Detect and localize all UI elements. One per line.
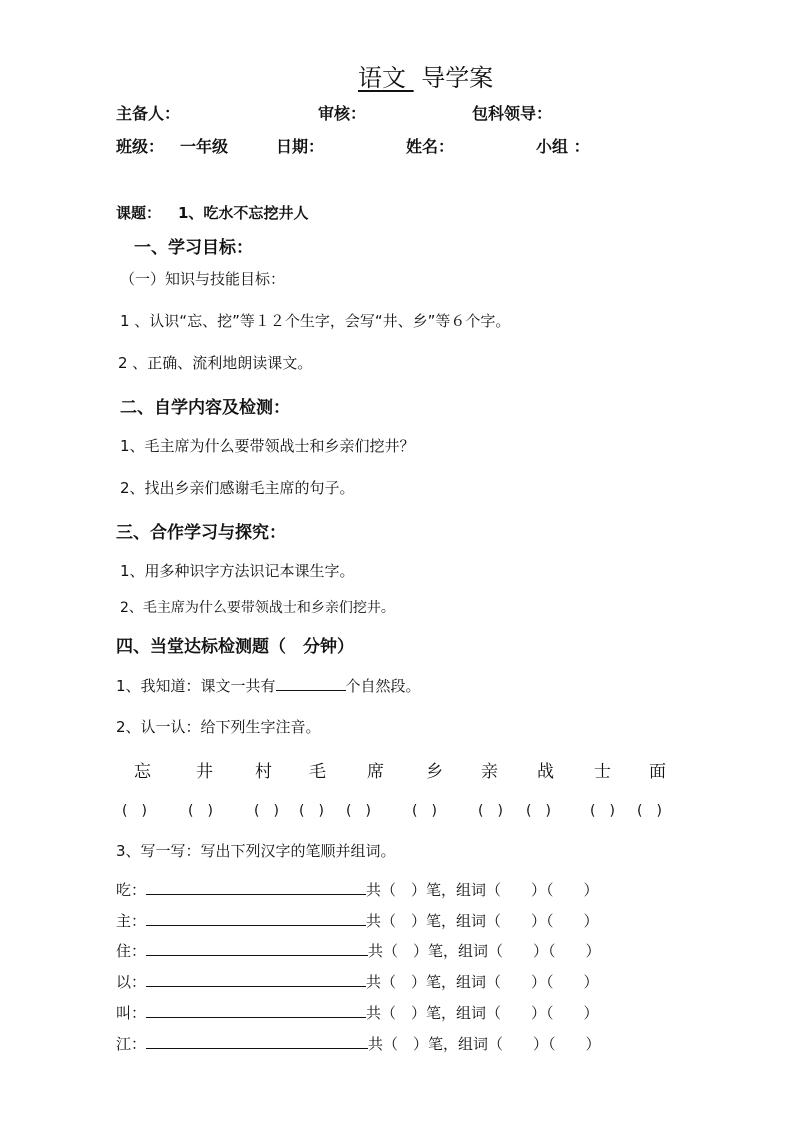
list-item: 2 、正确、流利地朗读课文。	[118, 354, 313, 372]
question-1-tail: 个自然段。	[345, 677, 421, 695]
name-label: 姓名：	[406, 137, 455, 156]
char: 战	[537, 762, 554, 782]
date-label: 日期：	[276, 137, 325, 156]
stroke-blank[interactable]	[146, 972, 366, 987]
char: 士	[594, 762, 611, 782]
stroke-blank[interactable]	[146, 880, 366, 895]
section-heading: 二、自学内容及检测：	[120, 398, 290, 418]
section-heading: 四、当堂达标检测题（ 分钟）	[116, 637, 354, 657]
stroke-row	[116, 1033, 601, 1054]
pinyin-row	[0, 800, 794, 822]
class-value: 一年级	[180, 137, 229, 156]
stroke-tail: 共（ ）笔，组词（ ）（ ）	[368, 942, 601, 960]
char: 亲	[481, 762, 498, 782]
lesson-label: 课题：	[116, 204, 162, 222]
stroke-row	[116, 940, 601, 961]
stroke-char: 江：	[116, 1035, 147, 1053]
pinyin-blank[interactable]: ( )	[637, 803, 662, 819]
stroke-blank[interactable]	[146, 911, 366, 926]
section-subheading: （一）知识与技能目标：	[120, 270, 286, 288]
stroke-char: 以：	[116, 973, 147, 991]
list-item: 1、用多种识字方法识记本课生字。	[120, 562, 355, 580]
stroke-row	[116, 910, 599, 931]
stroke-tail: 共（ ）笔，组词（ ）（ ）	[366, 912, 599, 930]
stroke-tail: 共（ ）笔，组词（ ）（ ）	[368, 1035, 601, 1053]
section-heading: 一、学习目标：	[134, 238, 253, 258]
char: 忘	[134, 762, 151, 782]
title-subject: 语文	[358, 64, 406, 92]
char: 乡	[426, 762, 443, 782]
stroke-tail: 共（ ）笔，组词（ ）（ ）	[366, 1004, 599, 1022]
stroke-char: 主：	[116, 912, 147, 930]
lesson-title: 1、吃水不忘挖井人	[178, 204, 309, 222]
char: 面	[649, 762, 666, 782]
list-item: 1 、认识“忘、挖”等１２个生字，会写“井、乡”等６个字。	[120, 312, 511, 330]
char: 村	[255, 762, 272, 782]
answer-blank[interactable]	[276, 676, 346, 691]
char: 井	[196, 762, 213, 782]
pinyin-blank[interactable]: ( )	[590, 803, 615, 819]
stroke-row	[116, 1002, 599, 1023]
pinyin-blank[interactable]: ( )	[122, 803, 147, 819]
stroke-tail: 共（ ）笔，组词（ ）（ ）	[366, 881, 599, 899]
stroke-char: 吃：	[116, 881, 147, 899]
stroke-blank[interactable]	[146, 941, 368, 956]
question-2: 2、认一认：给下列生字注音。	[116, 718, 321, 736]
stroke-blank[interactable]	[146, 1003, 366, 1018]
char: 席	[367, 762, 384, 782]
stroke-blank[interactable]	[146, 1034, 368, 1049]
char-row	[0, 757, 794, 781]
pinyin-blank[interactable]: ( )	[478, 803, 503, 819]
stroke-tail: 共（ ）笔，组词（ ）（ ）	[366, 973, 599, 991]
pinyin-blank[interactable]: ( )	[254, 803, 279, 819]
preparer-label: 主备人：	[116, 104, 181, 123]
question-1	[116, 675, 421, 696]
section-heading: 三、合作学习与探究：	[116, 523, 286, 543]
page-title	[358, 58, 493, 93]
class-label: 班级：	[116, 137, 165, 156]
pinyin-blank[interactable]: ( )	[526, 803, 551, 819]
group-label: 小组 ：	[536, 137, 590, 156]
stroke-row	[116, 971, 599, 992]
list-item: 1、毛主席为什么要带领战士和乡亲们挖井？	[120, 437, 415, 455]
stroke-row	[116, 879, 599, 900]
pinyin-blank[interactable]: ( )	[188, 803, 213, 819]
pinyin-blank[interactable]: ( )	[346, 803, 371, 819]
char: 毛	[309, 762, 326, 782]
leader-label: 包科领导：	[472, 104, 553, 123]
pinyin-blank[interactable]: ( )	[412, 803, 437, 819]
question-3: 3、写一写：写出下列汉字的笔顺并组词。	[116, 842, 396, 860]
pinyin-blank[interactable]: ( )	[299, 803, 324, 819]
stroke-char: 住：	[116, 942, 147, 960]
list-item: 2、毛主席为什么要带领战士和乡亲们挖井。	[120, 600, 395, 616]
reviewer-label: 审核：	[318, 104, 367, 123]
title-rest: 导学案	[421, 64, 494, 92]
list-item: 2、找出乡亲们感谢毛主席的句子。	[120, 479, 355, 497]
stroke-char: 叫：	[116, 1004, 147, 1022]
question-1-text: 1、我知道：课文一共有	[116, 677, 276, 695]
